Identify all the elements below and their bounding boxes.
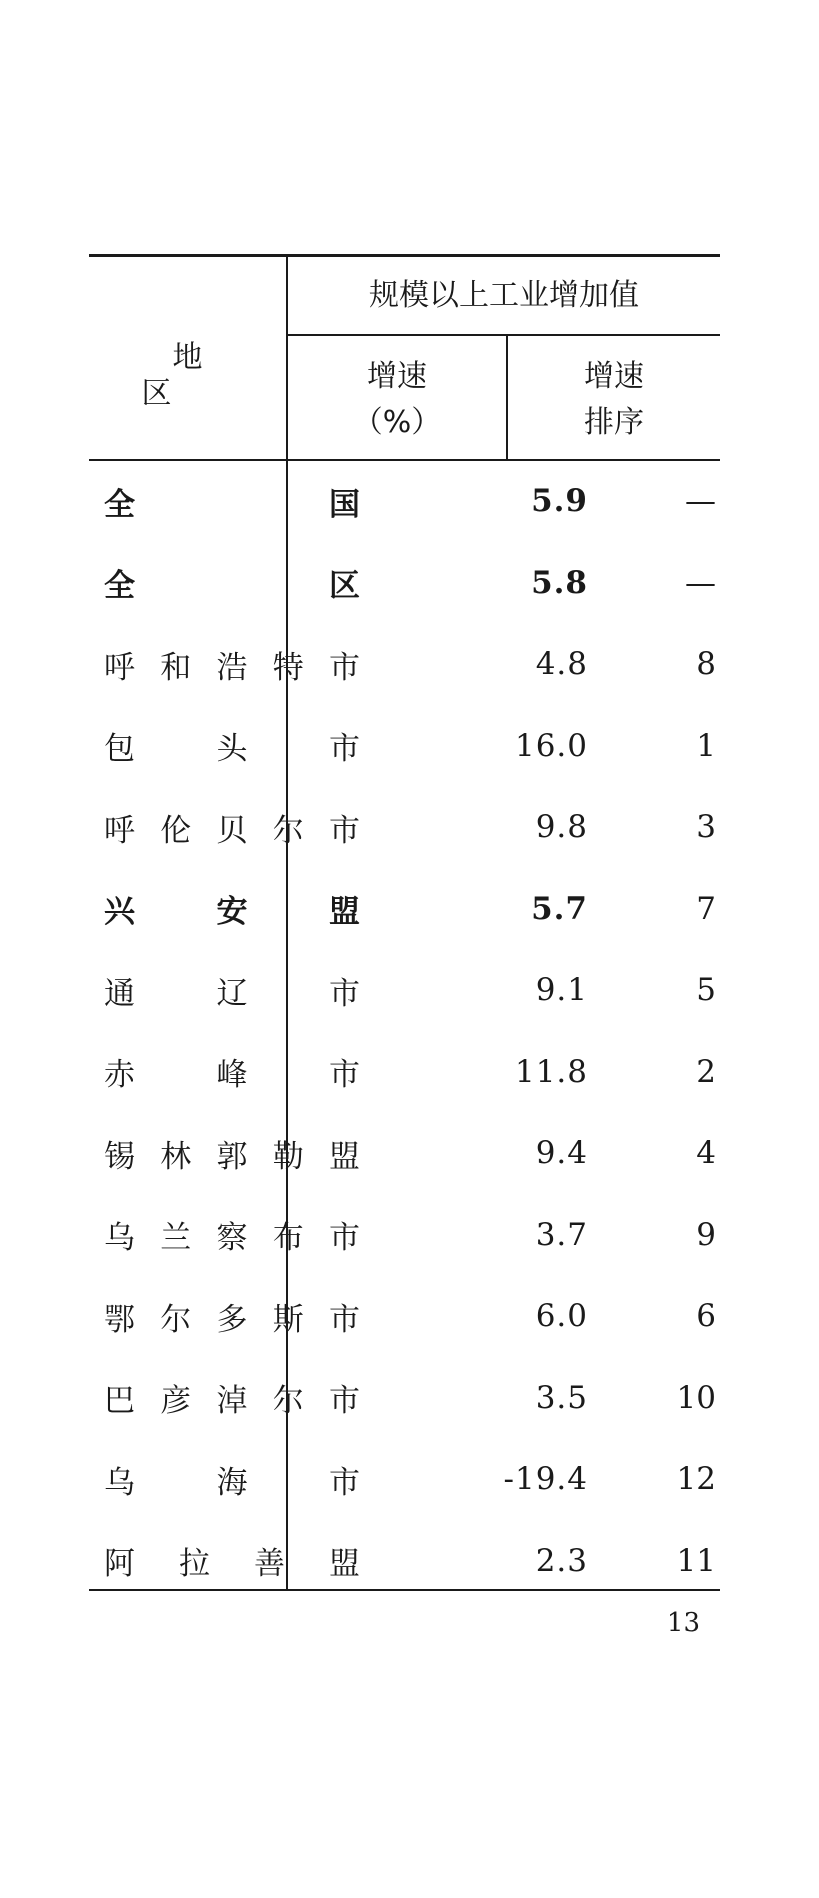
rank-cell: 2 <box>696 1053 716 1090</box>
speed-cell: 5.8 <box>531 564 588 601</box>
speed-cell: -19.4 <box>503 1461 588 1497</box>
speed-cell: 9.4 <box>535 1135 588 1171</box>
speed-cell: 6.0 <box>535 1298 588 1334</box>
region-cell: 锡 林 郭 勒 盟 <box>104 1138 360 1175</box>
rank-header-line1: 增速 <box>584 359 644 394</box>
table-row <box>89 461 720 543</box>
region-cell: 赤 峰 市 <box>104 1057 360 1093</box>
table-row <box>89 1032 720 1114</box>
table-row <box>89 1358 720 1440</box>
region-cell: 乌 海 市 <box>104 1464 360 1501</box>
rank-cell: 5 <box>696 972 716 1008</box>
rank-cell: 1 <box>696 727 716 764</box>
rank-cell: 9 <box>696 1216 716 1253</box>
region-cell: 呼 伦 贝 尔 市 <box>104 812 360 849</box>
rank-cell: 3 <box>696 809 716 845</box>
table-row <box>89 869 720 951</box>
rank-cell: — <box>685 483 716 519</box>
header-group-rule <box>286 334 720 336</box>
rank-cell: 4 <box>696 1135 716 1171</box>
region-cell: 全 区 <box>104 568 360 604</box>
table-row <box>89 1113 720 1195</box>
table-row <box>89 543 720 625</box>
speed-header-line1: 增速 <box>367 359 427 394</box>
region-cell: 阿 拉 善 盟 <box>104 1546 360 1582</box>
region-cell: 全 国 <box>104 486 360 523</box>
speed-cell: 4.8 <box>535 646 588 682</box>
speed-cell: 9.8 <box>535 809 588 845</box>
table-row <box>89 624 720 706</box>
region-cell: 通 辽 市 <box>104 975 360 1012</box>
rank-cell: 10 <box>676 1379 716 1416</box>
speed-cell: 9.1 <box>535 972 588 1008</box>
rank-cell: 11 <box>676 1542 716 1579</box>
region-cell: 巴 彦 淖 尔 市 <box>104 1383 360 1419</box>
speed-cell: 5.7 <box>531 890 588 927</box>
rank-cell: 6 <box>696 1298 716 1334</box>
speed-column-header <box>288 354 506 446</box>
rank-cell: 8 <box>696 646 716 682</box>
table-row <box>89 1276 720 1358</box>
industry-value-group-header: 规模以上工业增加值 <box>369 278 639 313</box>
region-cell: 兴 安 盟 <box>104 894 360 930</box>
table-row <box>89 1521 720 1603</box>
speed-cell: 2.3 <box>535 1542 588 1579</box>
rank-cell: 12 <box>676 1461 716 1497</box>
table-row <box>89 1195 720 1277</box>
region-cell: 鄂 尔 多 斯 市 <box>104 1301 360 1338</box>
region-cell: 呼 和 浩 特 市 <box>104 649 360 686</box>
table-body <box>89 461 720 1602</box>
table-row <box>89 787 720 869</box>
speed-cell: 3.7 <box>535 1216 588 1253</box>
table-row <box>89 950 720 1032</box>
rank-header-line2: 排序 <box>584 405 644 440</box>
speed-header-line2: （%） <box>352 405 442 440</box>
region-cell: 乌 兰 察 布 市 <box>104 1220 360 1256</box>
page-number: 13 <box>666 1608 700 1638</box>
table-row <box>89 1439 720 1521</box>
speed-cell: 11.8 <box>514 1053 588 1090</box>
table-top-rule <box>89 254 720 257</box>
region-cell: 包 头 市 <box>104 731 360 767</box>
speed-cell: 3.5 <box>535 1379 588 1416</box>
rank-column-header <box>508 354 720 446</box>
speed-cell: 5.9 <box>531 483 588 519</box>
table-row <box>89 706 720 788</box>
rank-cell: 7 <box>696 890 716 927</box>
speed-cell: 16.0 <box>514 727 588 764</box>
region-column-header: 地区 <box>141 340 265 411</box>
rank-cell: — <box>685 564 716 601</box>
